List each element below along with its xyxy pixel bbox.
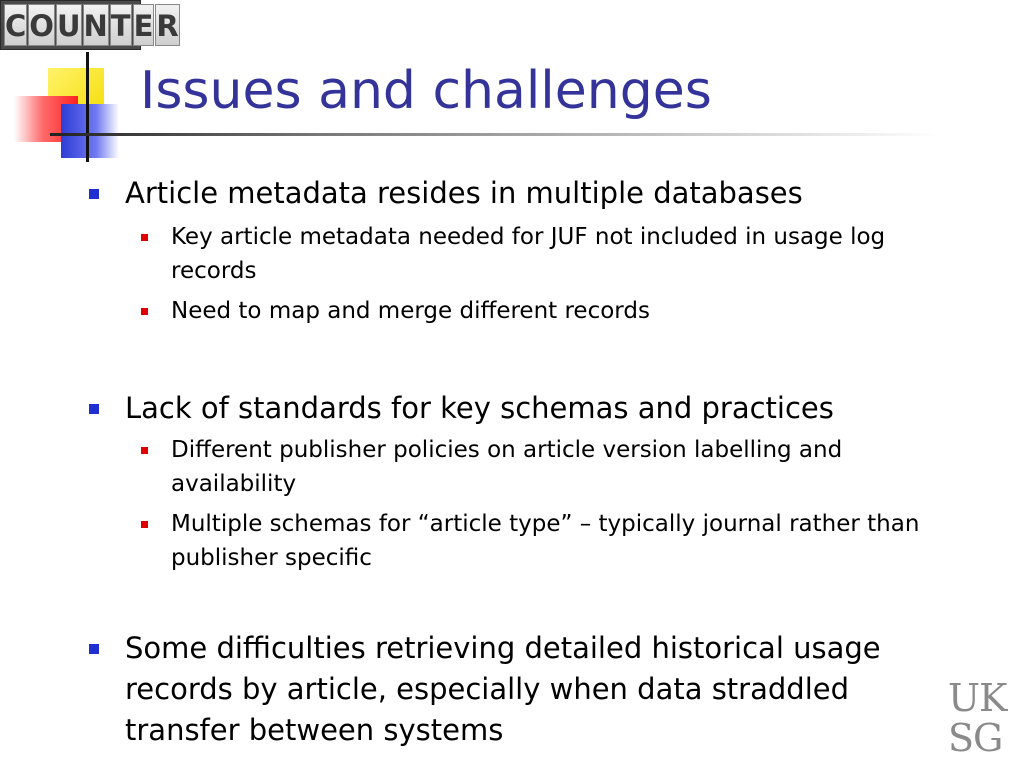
bullet-group-2 — [0, 388, 1024, 575]
uksg-logo — [948, 678, 1020, 764]
bullet-group-3 — [0, 628, 1024, 751]
bullet-group-1 — [0, 173, 1024, 328]
bullet-item — [0, 173, 1024, 214]
red-square-bullet-icon — [141, 234, 148, 241]
counter-logo-letter: O — [28, 4, 55, 46]
sub-bullet-text: Key article metadata needed for JUF not included in usage log records — [171, 224, 886, 284]
slide-title: Issues and challenges — [140, 61, 712, 121]
sub-bullet-item — [0, 507, 1024, 575]
sub-bullet-item — [0, 294, 1024, 328]
blue-square-bullet-icon — [89, 189, 99, 199]
bullet-item — [0, 628, 1024, 751]
uksg-logo-line: SG — [948, 716, 1003, 760]
blue-square-bullet-icon — [89, 404, 99, 414]
sub-bullet-text: Need to map and merge different records — [171, 298, 650, 324]
blue-square-bullet-icon — [89, 644, 99, 654]
red-square-bullet-icon — [141, 308, 148, 315]
counter-logo-letter: E — [133, 4, 155, 46]
uksg-logo-line: UK — [948, 676, 1007, 720]
sub-bullet-text: Different publisher policies on article version labelling and availability — [171, 437, 843, 497]
bullet-text: Some difficulties retrieving detailed historical usage records by article, especially when data straddled transfer between systems — [125, 631, 881, 747]
bullet-text: Article metadata resides in multiple databases — [125, 176, 803, 210]
counter-logo-letter: N — [83, 4, 109, 46]
bullet-text: Lack of standards for key schemas and practices — [125, 391, 834, 425]
counter-logo-letter: R — [155, 4, 179, 46]
red-square-bullet-icon — [141, 447, 148, 454]
sub-bullet-item — [0, 433, 1024, 501]
bullet-item — [0, 388, 1024, 429]
counter-logo-letter: C — [4, 4, 27, 46]
counter-logo-letter: T — [110, 4, 132, 46]
counter-logo-letter: U — [56, 4, 82, 46]
sub-bullet-text: Multiple schemas for “article type” – typically journal rather than publisher specific — [171, 511, 920, 571]
sub-bullet-item — [0, 220, 1024, 288]
red-square-bullet-icon — [141, 521, 148, 528]
